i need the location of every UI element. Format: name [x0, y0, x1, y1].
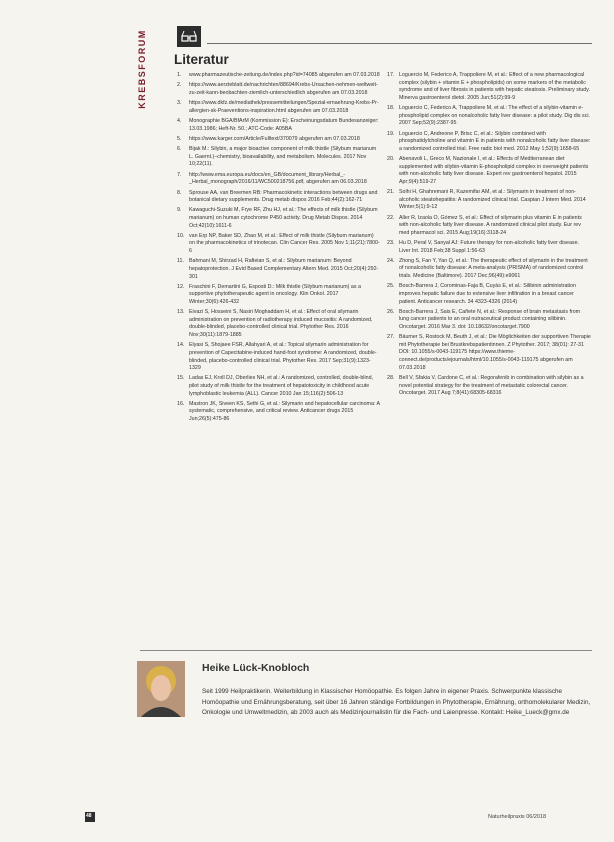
reference-number: 20. — [387, 156, 395, 162]
reference-item — [177, 207, 381, 230]
reference-text: http://www.ema.europa.eu/docs/en_GB/document_library/Herbal_-_Herbal_monograph/2016/11/WC500218756.pdf, abgerufen am 06.03.2018 — [189, 171, 367, 186]
reference-item — [177, 136, 381, 144]
author-photo — [137, 661, 185, 717]
reference-item — [177, 401, 381, 424]
reference-item — [387, 189, 591, 212]
author-name: Heike Lück-Knobloch — [202, 662, 310, 674]
reference-item — [387, 156, 591, 186]
reference-item — [177, 284, 381, 307]
reference-number: 10. — [177, 232, 185, 239]
reference-number: 2. — [177, 82, 182, 89]
reference-item — [387, 215, 591, 238]
references-right-column — [387, 72, 591, 400]
reference-text: Bosch-Barrera J, Corominas-Faja B, Cuyàs E, et al.: Silibinin administration improves hepatic failure due to extensive liver infiltration in a breast cancer patient. Anticancer research. 34 4323-4326 (2014) — [399, 283, 576, 305]
reference-text: Aller R, Izaola O, Gómez S, et al.: Effect of silymarin plus vitamin E in patients with non-alcoholic fatty liver disease. A randomized clinical pilot study. Eur rev med pharmacol sci. 2015 Aug;19(16):3118-24 — [399, 214, 582, 236]
reference-number: 14. — [177, 342, 185, 349]
reference-text: https://www.dkfz.de/mediathek/pressemitteilungen/Spezial-ernaehrung-Krebs-Pr-allergien-sk-Praeventions-inspiration.html abgerufen am 07.03.2018 — [189, 100, 379, 114]
reference-item — [387, 375, 591, 398]
author-bio: Seit 1999 Heilpraktikerin. Weiterbildung in Klassischer Homöopathie. Es folgen Jahre in eigener Praxis. Schwerpunkte klassische Homöopathie und Ernährungsberatung, seit über 16 Jahren ständige Fortbildungen in Phytotherapie, Ernährung, orthomolekularer Medizin, Onkologie und Umweltmedizin, ab 2003 auch als Medizinjournalistin für die Fach- und Laienpresse. Kontakt: Heike_Lueck@gmx.de — [202, 688, 591, 716]
reference-item — [177, 375, 381, 398]
reference-text: Loguercio M, Federico A, Trappoliere M, et al.: Effect of a new pharmacological complex (silybin + vitamin E + phospholipids) on some markers of the metabolic syndrome and of liver fibrosis in patients with hepatic steatosis. Preliminary study. Minerva gastroenterol dietol. 2005 Jun;51(2):99-9 — [399, 72, 590, 101]
reference-item — [177, 100, 381, 115]
reference-text: Loguercio C, Federico A, Trappoliere M, et al.: The effect of a silybin-vitamin e-phospholipid complex on nonalcoholic fatty liver disease: a pilot study. Dig dis sci. 2007 Sep;52(9):2387-95 — [399, 105, 590, 127]
reference-number: 15. — [177, 375, 185, 382]
reference-item — [387, 105, 591, 128]
reference-item — [387, 240, 591, 255]
reference-text: Eivazi S, Hosseini S, Nasiri Moghaddam H, et al.: Effect of oral silymarin administration on prevention of radiotherapy induced mucositis: A randomized, double-blinded, placebo-controlled clinical trial. Phytother Res. 2016 Nov;30(11):1879-1885 — [189, 309, 373, 339]
reference-number: 26. — [387, 308, 395, 315]
reference-text: Loguercio C, Andreone P, Brisc C, et al.: Silybin combined with phosphatidylcholine and vitamin E in patients with nonalcoholic fatty liver disease: a randomized controlled trial. Free radic biol med. 2012 May 1;52(9):1658-65 — [399, 130, 591, 152]
reference-number: 27. — [387, 334, 395, 341]
reference-number: 3. — [177, 100, 182, 107]
reference-number: 22. — [387, 214, 395, 221]
reference-number: 1. — [177, 72, 182, 78]
reference-item — [177, 190, 381, 205]
reference-item — [177, 233, 381, 256]
reference-number: 8. — [177, 189, 182, 196]
reference-number: 25. — [387, 283, 395, 290]
glasses-icon — [177, 26, 201, 47]
reference-number: 4. — [177, 118, 182, 125]
reference-number: 23. — [387, 240, 395, 246]
reference-text: Kawaguchi-Suzuki M, Frye RF, Zhu HJ, et al.: The effects of milk thistle (Silybum marianum) on human cytochrome P450 activity. Drug Metab Dispos. 2014 Oct;42(10):1611-6 — [189, 207, 378, 229]
reference-text: https://www.aerzteblatt.de/nachrichten/88694/Krebs-Ursachen-nehmen-weltweit-zu-zeit-kann-beobachten-ziemlich-unterschiedlich abgerufen am 07.03.2018 — [189, 82, 378, 96]
reference-text: Fraschini F, Demartini G, Esposti D.: Milk thistle (Silybum marianum) as a supportive phytotherapeutic agent in oncology. Klin Onkol. 2017 Winter;30(6):426-432 — [189, 283, 361, 305]
reference-text: Bahmani M, Shirzad H, Rafieian S, et al.: Silybum marianum: Beyond hepatoprotection. J Evid Based Complementary Altern Med. 2015 Oct;20(4):292-301 — [189, 258, 379, 280]
reference-text: Zhong S, Fan Y, Yan Q, et al.: The therapeutic effect of silymarin in the treatment of nonalcoholic fatty disease: A meta-analysis (PRISMA) of randomized control trials. Medicine (Baltimore). 2017 Dec;96(49):e9061 — [399, 257, 588, 280]
reference-number: 6. — [177, 146, 182, 153]
page-title: Literatur — [174, 52, 229, 67]
reference-item — [387, 309, 591, 332]
reference-item — [177, 258, 381, 281]
reference-number: 21. — [387, 189, 395, 196]
reference-number: 18. — [387, 105, 395, 112]
reference-text: Abenavoli L, Greco M, Nazionale I, et al.: Effects of Mediterranean diet supplemented with silybin-vitamin E-phospholipid complex in overweight patients with non-alcoholic fatty liver disease. Expert rev gastroenterol hepatol. 2015 Apr;9(4):519-27 — [399, 156, 589, 185]
reference-number: 24. — [387, 257, 395, 264]
header-rule — [207, 43, 592, 44]
reference-text: Bosch-Barrera J, Sais E, Cañete N, et al.: Response of brain metastasis from lung cancer patients to an oral nutraceutical product containing silibinin. Oncotarget. 2016 Mar 3. doi: 10.18632/oncotarget.7900 — [399, 308, 581, 330]
reference-text: Ladas EJ, Kroll DJ, Oberlies NH, et al.: A randomized, controlled, double-blind, pilot study of milk thistle for the treatment of hepatotoxicity in childhood acute lymphoblastic leukemia (ALL). Cancer 2010 Jan 15;116(2):506-13 — [189, 375, 374, 397]
reference-text: Bijak M.: Silybin, a major bioactive component of milk thistle (Silybum marianum L. Gaernt.)–chemistry, bioavailability, and metabolism. Molecules. 2017 Nov 10;22(11). — [189, 146, 377, 168]
reference-item — [387, 131, 591, 154]
reference-item — [177, 146, 381, 169]
reference-number: 7. — [177, 171, 182, 178]
reference-text: Bäumer S, Rostock M, Beuth J, et al.: Die Möglichkeiten der supportiven Therapie mit Phytotherapie bei Brustkrebspatientinnen. Z Phytother. 2017; 38(01): 27-31 DOI: 10.1055/s-0043-119175 https://www.thieme-connect.de/products/ejournals/html/10.1055/s-0043-119175 abgerufen am 07.03.2018 — [399, 334, 591, 371]
reference-text: Hu D, Peral V, Sanyal AJ: Future therapy for non-alcoholic fatty liver disease. Liver Int. 2018 Feb;38 Suppl 1:56-63 — [399, 240, 579, 254]
reference-text: https://www.karger.com/Article/Fulltext/370079 abgerufen am 07.03.2018 — [189, 135, 360, 142]
reference-number: 12. — [177, 283, 185, 290]
reference-number: 16. — [177, 400, 185, 407]
reference-item — [177, 72, 381, 80]
reference-number: 19. — [387, 130, 395, 137]
reference-item — [177, 172, 381, 187]
section-label — [131, 18, 145, 128]
reference-number: 11. — [177, 258, 184, 265]
reference-number: 9. — [177, 207, 182, 214]
references-left-column — [177, 72, 381, 426]
reference-item — [387, 334, 591, 372]
reference-number: 5. — [177, 135, 182, 142]
reference-text: Monographie BGA/BfArM (Kommission E): Erscheinungsdatum Bundesanzeiger: 13.03.1986; Heft-Nr. 50.; ATC-Code: A05BA — [189, 118, 379, 132]
publication-info: Naturheilpraxis 06/2018 — [488, 814, 547, 820]
reference-item — [387, 283, 591, 306]
reference-number: 13. — [177, 309, 185, 316]
reference-text: van Erp NP, Baker SD, Zhao M, et al.: Effect of milk thistle (Silybum marianum) on the pharmacokinetics of irinotecan. Clin Cancer Res. 2005 Nov 1;11(21):7800-6 — [189, 232, 380, 255]
reference-item — [387, 258, 591, 281]
reference-number: 28. — [387, 374, 395, 381]
reference-text: Elyasi S, Shojaee FSR, Allahyari A, et al.: Topical silymarin administration for prevention of Capecitabine-induced hand-foot syndrome: A randomized, double-blinded, placebo-controlled clinical trial. Phytother Res. 2017 Sep;31(9):1323-1329 — [189, 342, 377, 372]
reference-item — [177, 342, 381, 372]
reference-item — [177, 309, 381, 339]
section-label-text: KREBSFORUM — [137, 29, 147, 109]
reference-text: Mastron JK, Siveen KS, Sethi G, et al.: Silymarin and hepatocellular carcinoma: A systematic, comprehensive, and critical review. Anticancer drugs 2015 Jun;26(5):475-86 — [189, 400, 380, 423]
reference-item — [177, 82, 381, 97]
reference-text: Solhi H, Ghahremani R, Kazemifar AM, et al.: Silymarin in treatment of non-alcoholic steatohepatitis: A randomized clinical trial. Caspian J Intern Med. 2014 Winter;5(1):9-12 — [399, 189, 586, 211]
reference-item — [177, 118, 381, 133]
reference-text: Sprouse AA, van Breemen RB: Pharmacokinetic interactions between drugs and botanical dietary supplements. Drug metab dispos 2016 Feb;44(2):162-71 — [189, 189, 378, 204]
reference-number: 17. — [387, 72, 395, 78]
author-divider — [140, 650, 592, 651]
reference-text: www.pharmazeutische-zeitung.de/index.php?id=74085 abgerufen am 07.03.2018 — [189, 72, 380, 78]
page-number: 48 — [86, 813, 92, 819]
reference-item — [387, 72, 591, 102]
reference-text: Bell V, Sfakia V, Cardone C, et al.: Regorafenib in combination with silybin as a novel potential strategy for the treatment of metastatic colorectal cancer. Oncotarget. 2017 Aug 7;8(41):68305-68316 — [399, 374, 584, 397]
